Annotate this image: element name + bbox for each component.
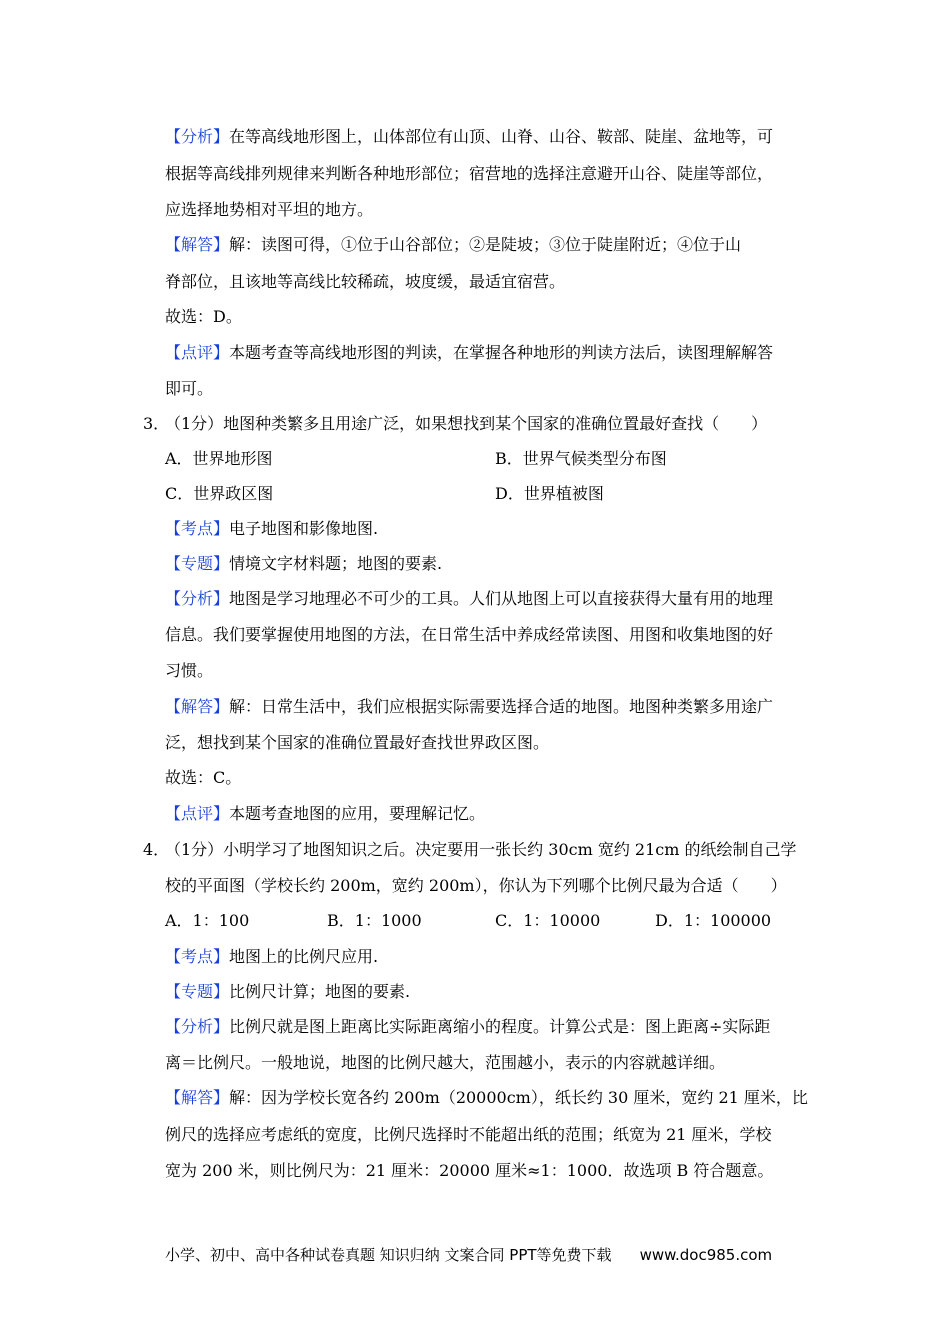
q4-analysis-2: 离＝比例尺。一般地说，地图的比例尺越大，范围越小，表示的内容就越详细。: [165, 1053, 726, 1072]
q3-option-a: A．世界地形图: [165, 449, 273, 468]
q3-option-d: D．世界植被图: [495, 484, 604, 503]
q3-answer-2: 泛，想找到某个国家的准确位置最好查找世界政区图。: [165, 733, 550, 752]
q3-stem: （1分）地图种类繁多且用途广泛，如果想找到某个国家的准确位置最好查找（ ）: [165, 414, 768, 433]
q4-option-a: A．1：100: [165, 911, 250, 930]
q3-analysis-1: 【分析】地图是学习地理必不可少的工具。人们从地图上可以直接获得大量有用的地理: [165, 589, 774, 608]
q4-option-b: B．1：1000: [327, 911, 422, 930]
q3-choice: 故选：C。: [165, 768, 242, 787]
answer-tag: 【解答】: [165, 235, 230, 254]
q4-number: 4．: [143, 840, 170, 859]
choice-line: 故选：D。: [165, 307, 242, 326]
analysis-line-1: 【分析】在等高线地形图上，山体部位有山顶、山脊、山谷、鞍部、陡崖、盆地等，可: [165, 127, 774, 146]
q3-option-c: C．世界政区图: [165, 484, 274, 503]
q4-kaodian: 【考点】地图上的比例尺应用.: [165, 947, 379, 966]
q3-comment: 【点评】本题考查地图的应用，要理解记忆。: [165, 804, 486, 823]
q3-kaodian: 【考点】电子地图和影像地图.: [165, 519, 379, 538]
q3-zhuanti: 【专题】情境文字材料题；地图的要素.: [165, 554, 443, 573]
q4-option-d: D．1：100000: [655, 911, 772, 930]
q3-analysis-2: 信息。我们要掌握使用地图的方法，在日常生活中养成经常读图、用图和收集地图的好: [165, 625, 774, 644]
q4-stem-1: （1分）小明学习了地图知识之后。决定要用一张长约 30cm 宽约 21cm 的纸绘制自己学: [165, 840, 797, 859]
q3-analysis-3: 习惯。: [165, 661, 214, 680]
q4-analysis-1: 【分析】比例尺就是图上距离比实际距离缩小的程度。计算公式是：图上距离÷实际距: [165, 1017, 771, 1036]
comment-tag: 【点评】: [165, 343, 230, 362]
q3-answer-1: 【解答】解：日常生活中，我们应根据实际需要选择合适的地图。地图种类繁多用途广: [165, 697, 774, 716]
q4-option-c: C．1：10000: [495, 911, 601, 930]
q3-option-b: B．世界气候类型分布图: [495, 449, 667, 468]
q3-number: 3．: [143, 414, 170, 433]
comment-line-1: 【点评】本题考查等高线地形图的判读，在掌握各种地形的判读方法后，读图理解解答: [165, 343, 774, 362]
q4-stem-2: 校的平面图（学校长约 200m，宽约 200m），你认为下列哪个比例尺最为合适（ ）: [165, 876, 787, 895]
analysis-line-3: 应选择地势相对平坦的地方。: [165, 200, 374, 219]
q4-zhuanti: 【专题】比例尺计算；地图的要素.: [165, 982, 411, 1001]
analysis-tag: 【分析】: [165, 127, 230, 146]
comment-line-2: 即可。: [165, 379, 214, 398]
answer-line-1: 【解答】解：读图可得，①位于山谷部位；②是陡坡；③位于陡崖附近；④位于山: [165, 235, 742, 254]
analysis-line-2: 根据等高线排列规律来判断各种地形部位；宿营地的选择注意避开山谷、陡崖等部位，: [165, 164, 774, 183]
answer-line-2: 脊部位，且该地等高线比较稀疏，坡度缓，最适宜宿营。: [165, 272, 566, 291]
q4-answer-3: 宽为 200 米，则比例尺为：21 厘米：20000 厘米≈1：1000．故选项 B 符合题意。: [165, 1161, 774, 1180]
footer-url[interactable]: www.doc985.com: [639, 1246, 773, 1264]
q4-answer-2: 例尺的选择应考虑纸的宽度，比例尺选择时不能超出纸的范围；纸宽为 21 厘米，学校: [165, 1125, 772, 1144]
q4-answer-1: 【解答】解：因为学校长宽各约 200m（20000cm），纸长约 30 厘米，宽约 21 厘米，比: [165, 1088, 808, 1107]
footer-text: 小学、初中、高中各种试卷真题 知识归纳 文案合同 PPT等免费下载: [165, 1246, 612, 1264]
page-footer: [165, 1244, 772, 1265]
